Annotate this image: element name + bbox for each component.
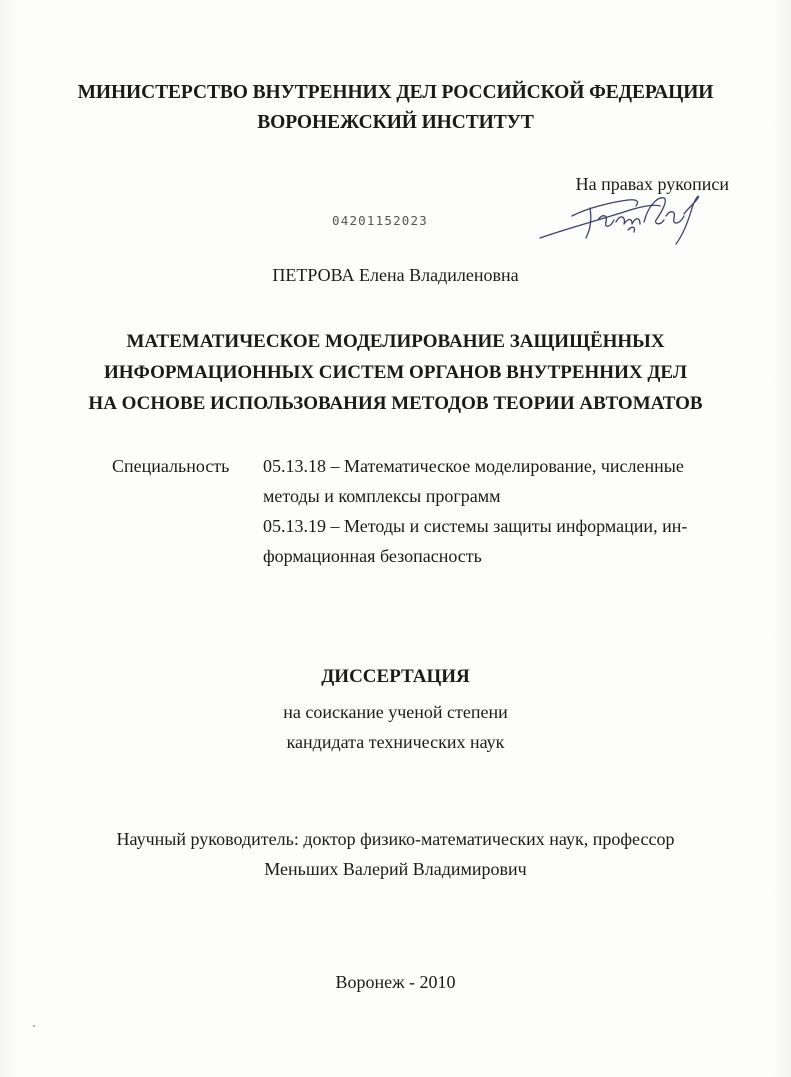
specialty-line: формационная безопасность [263, 546, 482, 566]
supervisor-title: Научный руководитель: доктор физико-математических наук, профессор [116, 829, 675, 849]
ministry-name: МИНИСТЕРСТВО ВНУТРЕННИХ ДЕЛ РОССИЙСКОЙ ФЕДЕРАЦИИ [77, 82, 714, 103]
scan-speck [33, 1025, 35, 1027]
signature-icon [532, 186, 712, 250]
supervisor-block [0, 824, 791, 884]
dissertation-heading: ДИССЕРТАЦИЯ [321, 666, 470, 687]
ministry-header [0, 78, 791, 138]
dissertation-title [0, 326, 791, 419]
title-line: ИНФОРМАЦИОННЫХ СИСТЕМ ОРГАНОВ ВНУТРЕННИХ ДЕЛ [104, 362, 687, 383]
manuscript-rights-note: На правах рукописи [575, 174, 729, 194]
degree-line: кандидата технических наук [286, 732, 505, 752]
specialty-line: методы и комплексы программ [263, 486, 501, 506]
city-year: Воронеж - 2010 [335, 972, 456, 992]
specialty-line: 05.13.18 – Математическое моделирование, численные [263, 456, 684, 476]
specialty-item [263, 451, 728, 511]
specialty-label: Специальность [112, 456, 230, 476]
degree-description [0, 697, 791, 757]
specialty-list [263, 451, 728, 571]
author-name: ПЕТРОВА Елена Владиленовна [272, 265, 519, 285]
supervisor-name: Меньших Валерий Владимирович [264, 859, 527, 879]
degree-line: на соискание ученой степени [283, 702, 508, 722]
specialty-item [263, 511, 728, 571]
specialty-line: 05.13.19 – Методы и системы защиты информации, ин- [263, 516, 688, 536]
title-line: НА ОСНОВЕ ИСПОЛЬЗОВАНИЯ МЕТОДОВ ТЕОРИИ АВТОМАТОВ [88, 393, 703, 414]
archive-number: 04201152023 [332, 213, 428, 228]
institute-name: ВОРОНЕЖСКИЙ ИНСТИТУТ [257, 112, 534, 133]
title-line: МАТЕМАТИЧЕСКОЕ МОДЕЛИРОВАНИЕ ЗАЩИЩЁННЫХ [126, 331, 665, 352]
